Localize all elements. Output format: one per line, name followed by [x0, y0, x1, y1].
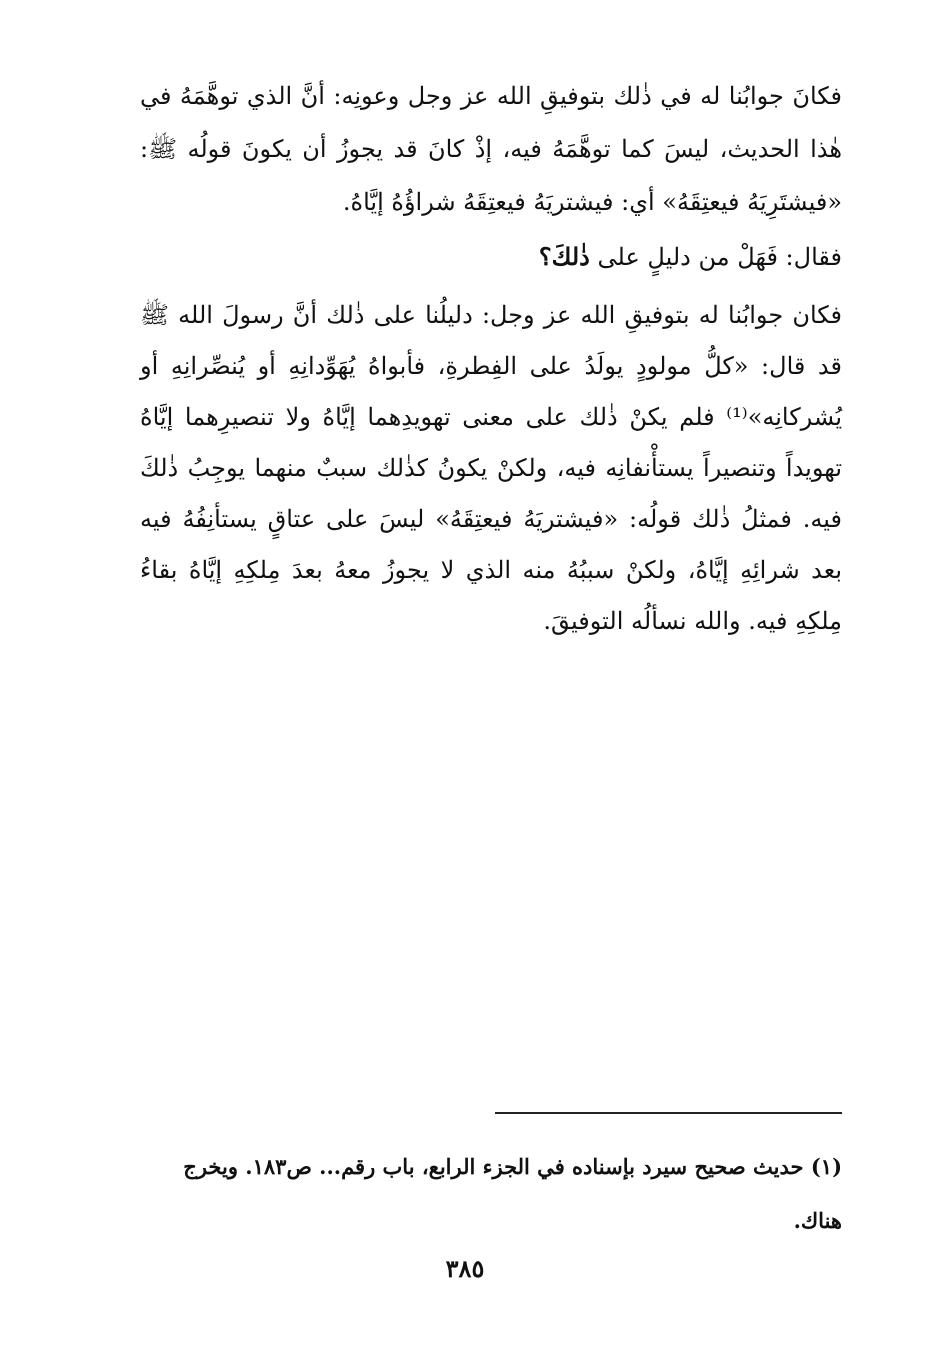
page-number: ٣٨٥ — [445, 1254, 485, 1283]
footnote-separator — [495, 1112, 842, 1114]
paragraph-answer-2: فكان جوابُنا له بتوفيقِ الله عز وجل: دليلُنا على ذٰلك أنَّ رسولَ الله ﷺ قد قال: «كلُّ مولودٍ يولَدُ على الفِطرةِ، فأبواهُ يُهَوِّدانِهِ أو يُنصِّرانِهِ أو يُشركانِه»⁽¹⁾ فلم يكنْ ذٰلك على معنى تهويدِهما إيَّاهُ ولا تنصيرِهما إيَّاهُ تهويداً وتنصيراً يستأْنفانِه فيه، ولكنْ يكونُ كذٰلك سببٌ منهما يوجِبُ ذٰلكَ فيه. فمثلُ ذٰلك قولُه: «فيشتريَهُ فيعتِقَهُ» ليسَ على عتاقٍ يستأنِفُهُ فيه بعد شرائِهِ إيَّاهُ، ولكنْ سببُهُ منه الذي لا يجوزُ معهُ بعدَ مِلكِهِ إيَّاهُ بقاءُ مِلكِهِ فيه. والله نسألُه التوفيقَ. — [140, 301, 842, 635]
question-lead: فقال: فَهَلْ من دليلٍ على — [597, 243, 842, 271]
paragraph-answer-1: فكانَ جوابُنا له في ذٰلك بتوفيقِ الله عز وجل وعونِه: أنَّ الذي توهَّمَهُ في هٰذا الحديث، ليسَ كما توهَّمَهُ فيه، إذْ كانَ قد يجوزُ أن يكونَ قولُه ﷺ: «فيشتَرِيَهُ فيعتِقَهُ» أي: فيشتريَهُ فيعتِقَهُ شراؤُهُ إيَّاهُ. — [140, 82, 842, 216]
question-line — [140, 230, 842, 284]
footnote: (١) حديث صحيح سيرد بإسناده في الجزء الرابع، باب رقم... ص١٨٣. ويخرج هناك. — [183, 1154, 842, 1233]
question-emphasis: ذٰلكَ؟ — [538, 242, 590, 271]
